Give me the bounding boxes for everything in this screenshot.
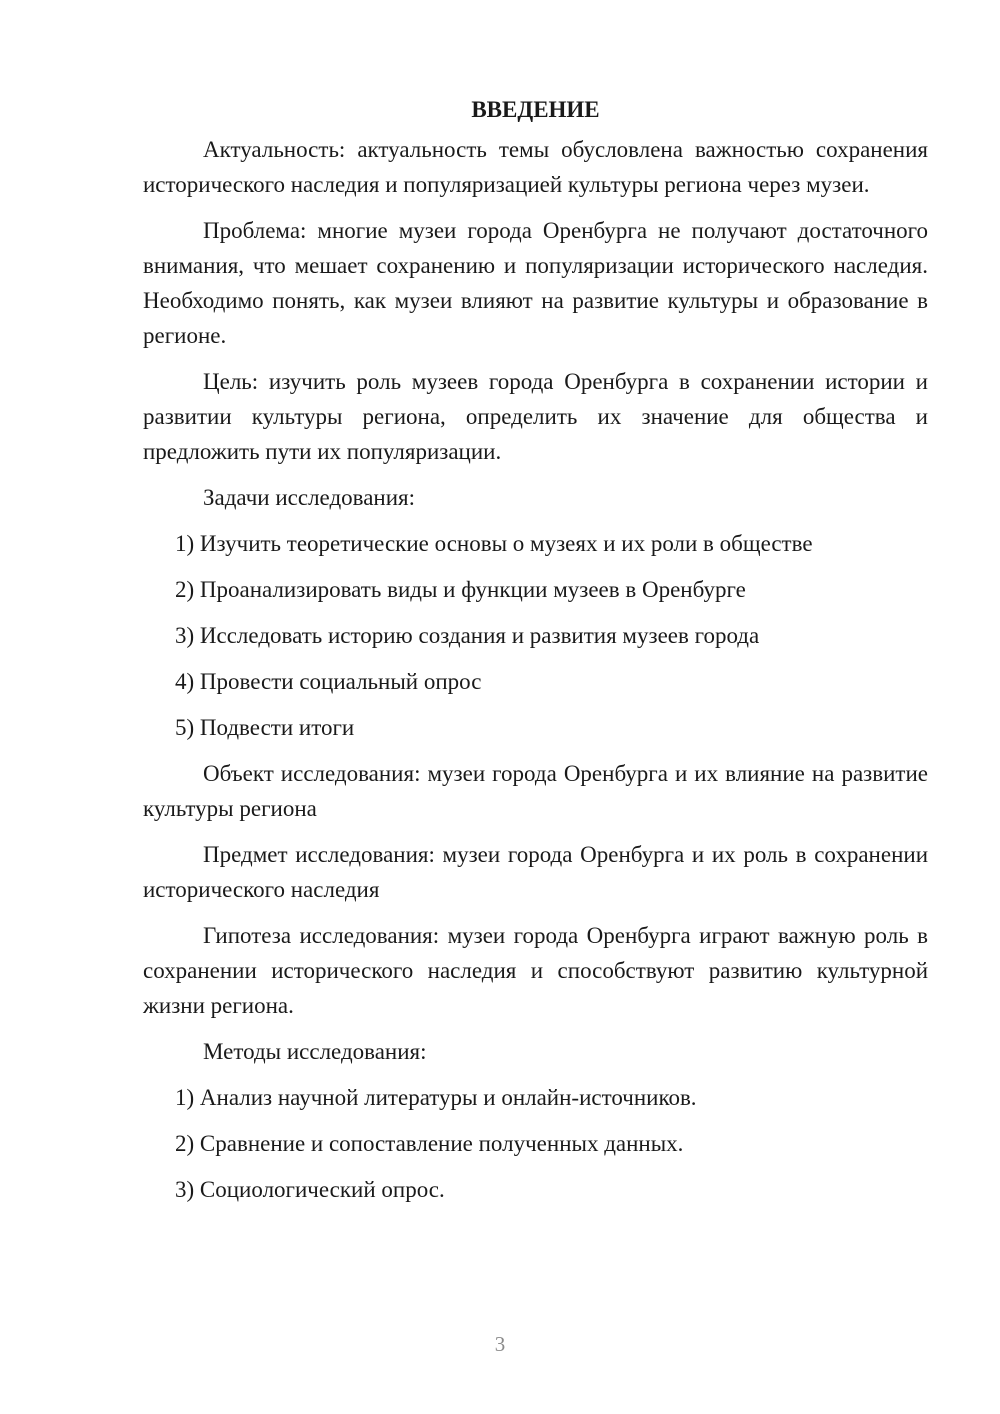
page-title: ВВЕДЕНИЕ bbox=[471, 97, 600, 122]
list-item: 5) Подвести итоги bbox=[175, 715, 355, 740]
list-item: 2) Проанализировать виды и функции музеев в Оренбурге bbox=[175, 577, 746, 602]
list-item: 4) Провести социальный опрос bbox=[175, 669, 482, 694]
list-item: 2) Сравнение и сопоставление полученных данных. bbox=[175, 1131, 684, 1156]
tasks-heading: Задачи исследования: bbox=[203, 485, 416, 510]
problem-paragraph: Проблема: многие музеи города Оренбурга не получают достаточного внимания, что мешает сохранению и популяризации исторического наследия. Необходимо понять, как музеи влияют на развитие культуры и образование в регионе. bbox=[143, 218, 928, 348]
relevance-paragraph: Актуальность: актуальность темы обусловлена важностью сохранения исторического наследия и популяризацией культуры региона через музеи. bbox=[143, 137, 928, 197]
list-item: 1) Изучить теоретические основы о музеях и их роли в обществе bbox=[175, 531, 813, 556]
methods-heading: Методы исследования: bbox=[203, 1039, 427, 1064]
hypothesis-paragraph: Гипотеза исследования: музеи города Оренбурга играют важную роль в сохранении исторического наследия и способствуют развитию культурной жизни региона. bbox=[143, 923, 928, 1018]
page-number: 3 bbox=[494, 1332, 506, 1356]
goal-paragraph: Цель: изучить роль музеев города Оренбурга в сохранении истории и развитии культуры региона, определить их значение для общества и предложить пути их популяризации. bbox=[143, 369, 928, 464]
list-item: 1) Анализ научной литературы и онлайн-источников. bbox=[175, 1085, 697, 1110]
list-item: 3) Социологический опрос. bbox=[175, 1177, 445, 1202]
object-paragraph: Объект исследования: музеи города Оренбурга и их влияние на развитие культуры региона bbox=[143, 761, 928, 821]
methods-list bbox=[143, 1080, 928, 1207]
subject-paragraph: Предмет исследования: музеи города Оренбурга и их роль в сохранении исторического наследия bbox=[143, 842, 928, 902]
tasks-list bbox=[143, 526, 928, 745]
document-page bbox=[143, 92, 928, 1218]
list-item: 3) Исследовать историю создания и развития музеев города bbox=[175, 623, 760, 648]
